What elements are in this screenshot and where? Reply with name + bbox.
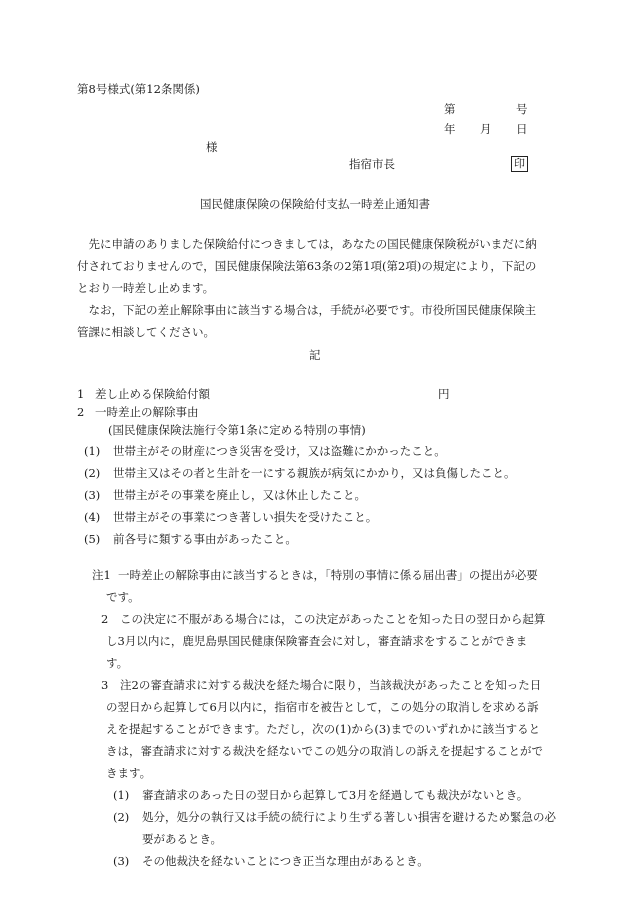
date-year: 年 bbox=[444, 122, 456, 136]
reason-number: (4) bbox=[84, 510, 101, 524]
ki-marker: 記 bbox=[309, 348, 321, 362]
addressee-suffix: 様 bbox=[206, 140, 218, 154]
date-day: 日 bbox=[516, 122, 528, 136]
reason-text: 世帯主がその事業を廃止し，又は休止したこと。 bbox=[113, 488, 366, 502]
note-1-text: 一時差止の解除事由に該当するときは，「特別の事情に係る届出書」の提出が必要です。 bbox=[106, 568, 538, 604]
item-1-number: 1 bbox=[77, 387, 85, 401]
body-paragraph-2: なお，下記の差止解除事由に該当する場合は，手続が必要です。市役所国民健康保険主管課に相談してください。 bbox=[77, 303, 537, 339]
document-number-suffix: 号 bbox=[516, 102, 528, 116]
reason-text: 前各号に類する事由があったこと。 bbox=[113, 532, 297, 546]
note-2-label: 2 bbox=[101, 612, 109, 626]
reason-number: (3) bbox=[84, 488, 101, 502]
reason-number: (5) bbox=[84, 532, 101, 546]
sub-item-text: 審査請求のあった日の翌日から起算して3月を経過しても裁決がないとき。 bbox=[142, 788, 529, 802]
reason-number: (2) bbox=[84, 466, 101, 480]
document-number-prefix: 第 bbox=[444, 102, 456, 116]
note-3-label: 3 bbox=[101, 678, 109, 692]
reason-number: (1) bbox=[84, 444, 101, 458]
note-2-text: この決定に不服がある場合には，この決定があったことを知った日の翌日から起算し3月以内に，鹿児島県国民健康保険審査会に対し，審査請求をすることができます。 bbox=[106, 612, 546, 670]
item-1-unit: 円 bbox=[438, 387, 450, 401]
seal-mark: 印 bbox=[511, 156, 528, 172]
reason-text: 世帯主がその事業につき著しい損失を受けたこと。 bbox=[113, 510, 378, 524]
sub-item-number: (3) bbox=[113, 854, 130, 868]
special-circumstances-note: (国民健康保険法施行令第1条に定める特別の事情) bbox=[108, 423, 366, 437]
date-month: 月 bbox=[480, 122, 492, 136]
note-3-text: 注2の審査請求に対する裁決を経た場合に限り，当該裁決があったことを知った日の翌日から起算して6月以内に，指宿市を被告として，この処分の取消しを求める訴えを提起することができます。ただし，次の(1)から(3)までのいずれかに該当するときは，審査請求に対する裁決を経ないでこの処分の取消しの訴えを提起することができます。 bbox=[106, 678, 543, 780]
document-title: 国民健康保険の保険給付支払一時差止通知書 bbox=[200, 197, 430, 211]
note-1-label: 注1 bbox=[92, 568, 111, 582]
item-2-number: 2 bbox=[77, 405, 85, 419]
item-2-label: 一時差止の解除事由 bbox=[95, 405, 199, 419]
sub-item-text: その他裁決を経ないことにつき正当な理由があるとき。 bbox=[142, 854, 429, 868]
sub-item-number: (1) bbox=[113, 788, 130, 802]
sub-item-text: 処分，処分の執行又は手続の続行により生ずる著しい損害を避けるため緊急の必要があるとき。 bbox=[142, 810, 556, 846]
body-paragraph-1: 先に申請のありました保険給付につきましては，あなたの国民健康保険税がいまだに納付されておりませんので，国民健康保険法第63条の2第1項(第2項)の規定により，下記のとおり一時差し止めます。 bbox=[77, 237, 537, 295]
item-1-label: 差し止める保険給付額 bbox=[95, 387, 210, 401]
form-label: 第8号様式(第12条関係) bbox=[77, 82, 200, 96]
issuer-name: 指宿市長 bbox=[349, 157, 395, 171]
reason-text: 世帯主又はその者と生計を一にする親族が病気にかかり，又は負傷したこと。 bbox=[113, 466, 516, 480]
reason-text: 世帯主がその財産につき災害を受け，又は盗難にかかったこと。 bbox=[113, 444, 446, 458]
sub-item-number: (2) bbox=[113, 810, 130, 824]
